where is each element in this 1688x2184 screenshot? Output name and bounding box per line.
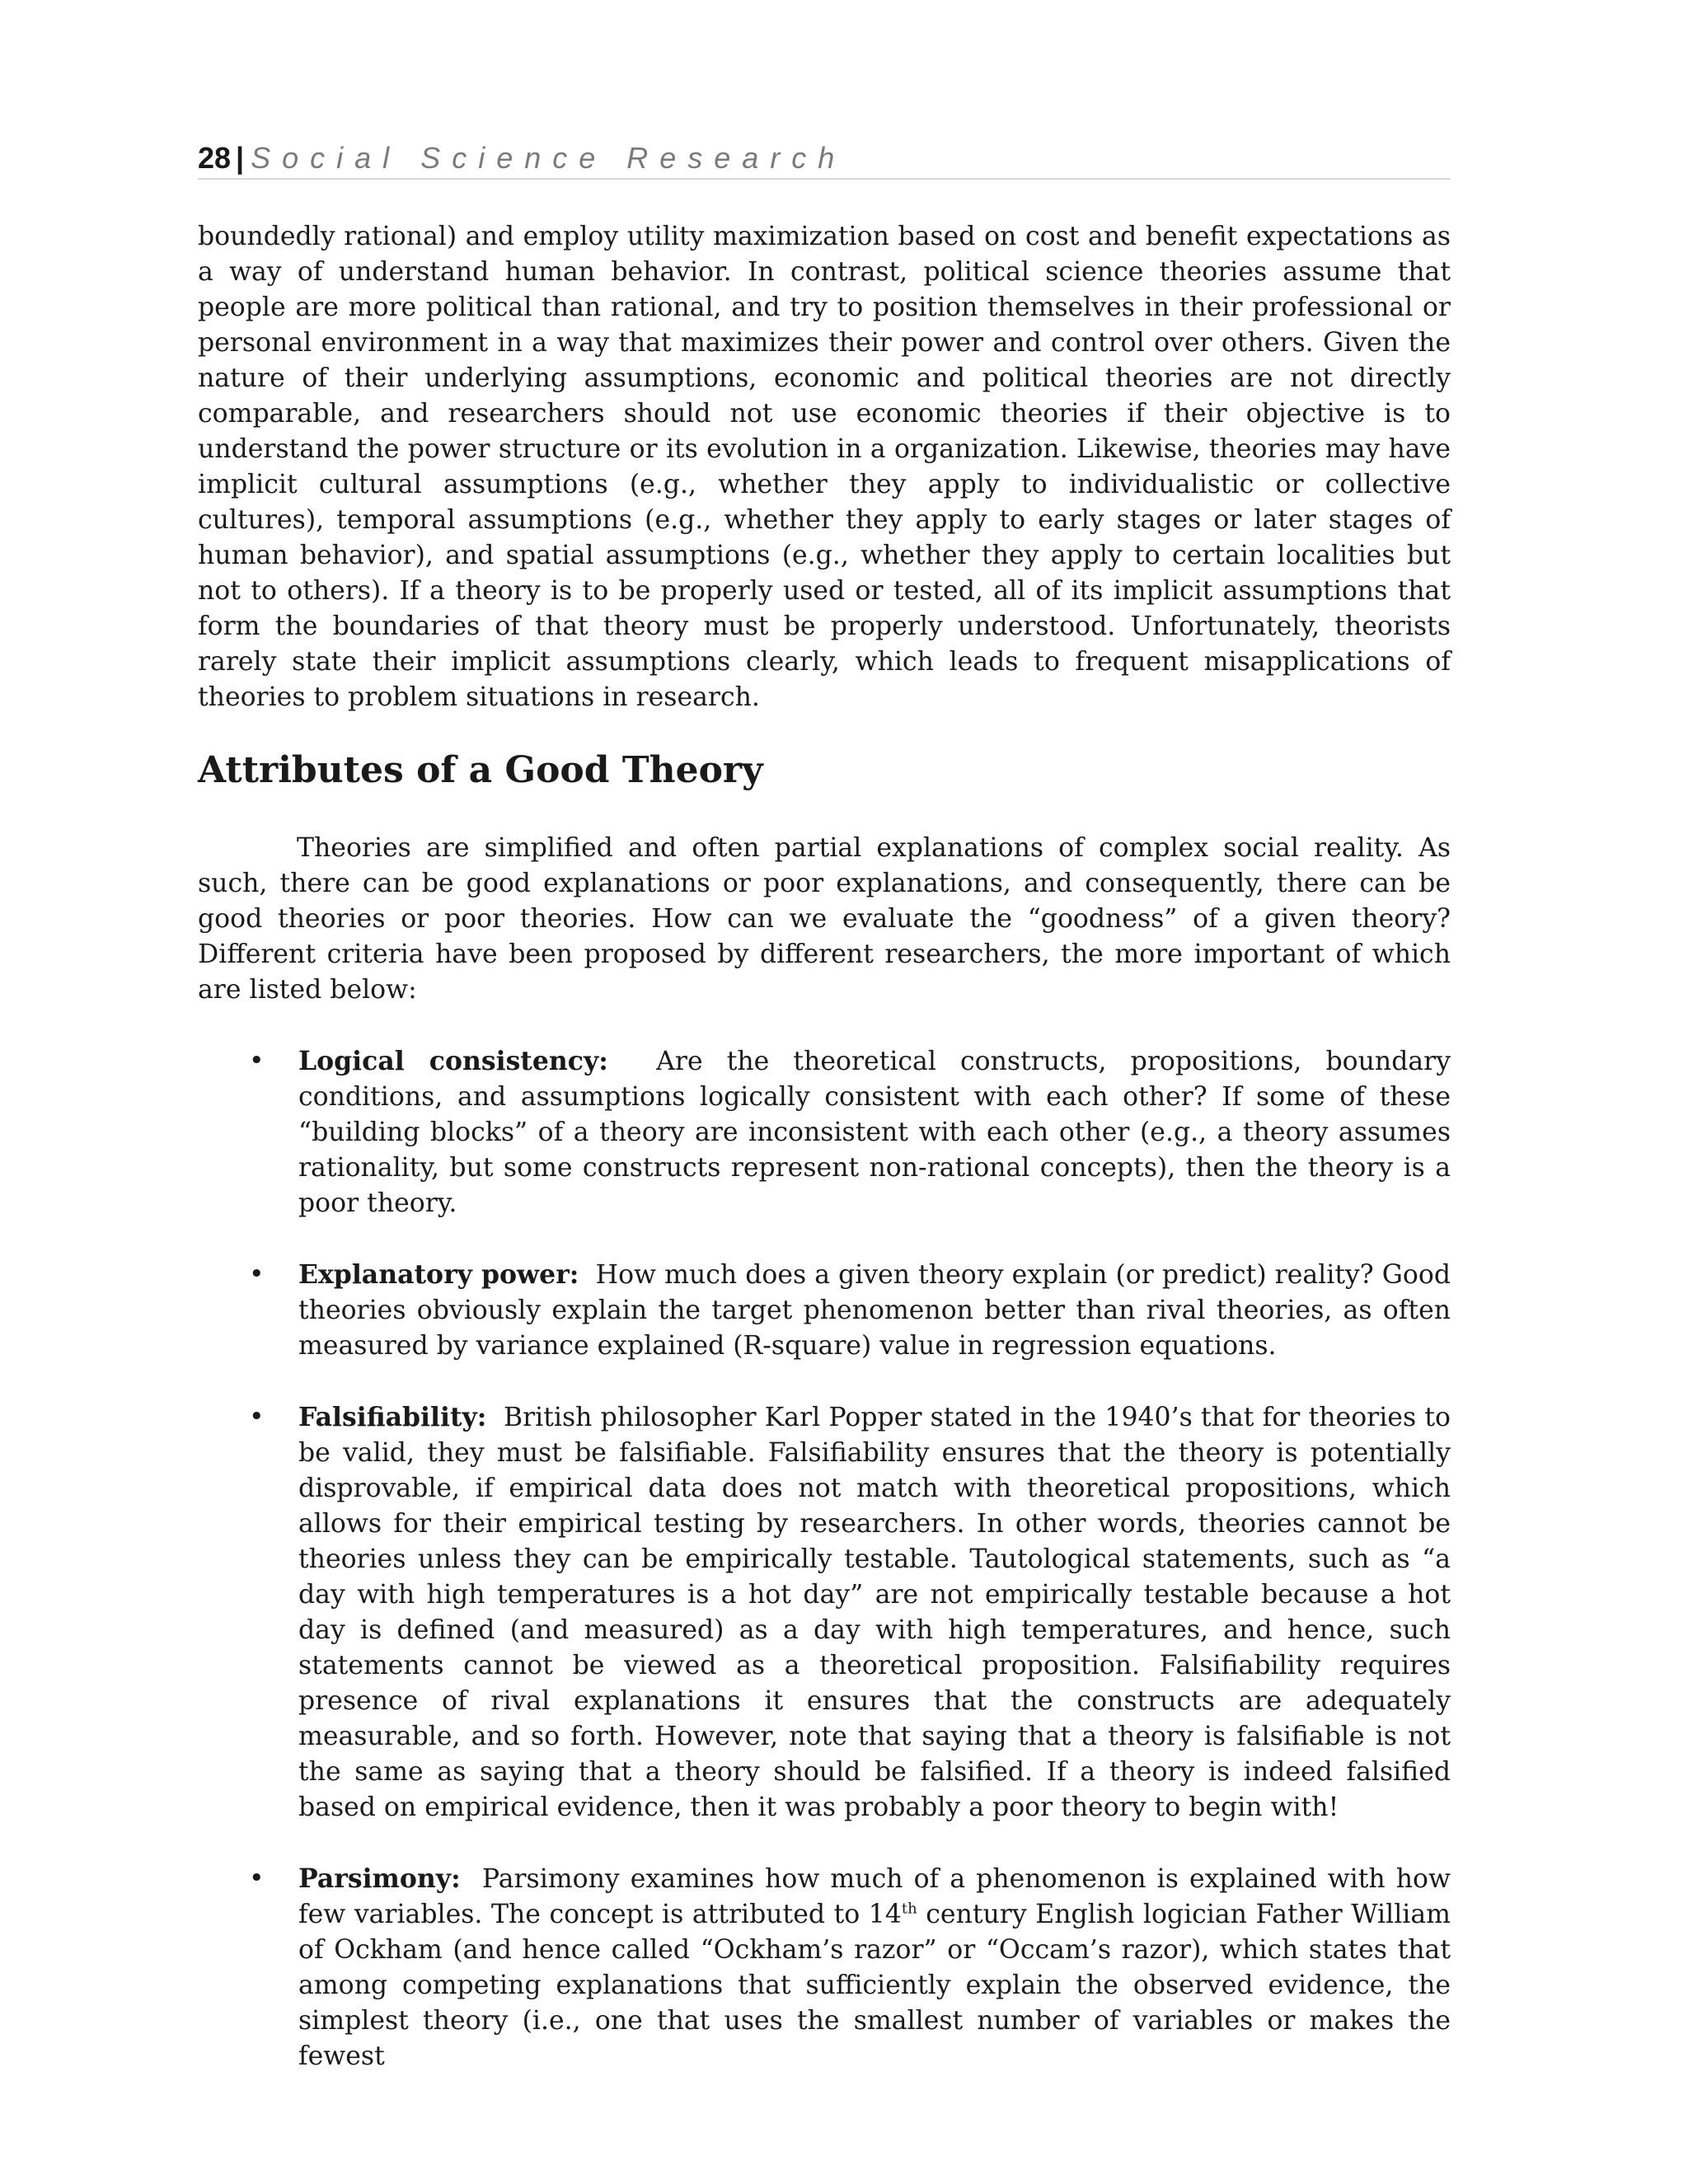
running-title: Social Science Research [251,141,846,175]
ordinal-superscript: th [901,1900,917,1918]
bullet-icon: • [249,1046,265,1076]
criterion-term: Logical consistency: [298,1046,608,1076]
header-separator: | [236,141,245,175]
criterion-text-before: Parsimony examines how much of a phenomenon is explained with how few variables. The concept is attributed to 14 [298,1864,1451,1929]
running-header [198,138,1451,180]
criteria-list [198,1043,1451,2110]
bullet-icon: • [249,1402,265,1432]
criterion-falsifiability [198,1399,1451,1825]
intro-paragraph: boundedly rational) and employ utility maximization based on cost and benefit expectations as a way of understand human behavior. In contrast, political science theories assume that people are more political than rational, and try to position themselves in their professional or personal environment in a way that maximizes their power and control over others. Given the nature of their underlying assumptions, economic and political theories are not directly comparable, and researchers should not use economic theories if their objective is to understand the power structure or its evolution in a organization. Likewise, theories may have implicit cultural assumptions (e.g., whether they apply to individualistic or collective cultures), temporal assumptions (e.g., whether they apply to early stages or later stages of human behavior), and spatial assumptions (e.g., whether they apply to certain localities but not to others). If a theory is to be properly used or tested, all of its implicit assumptions that form the boundaries of that theory must be properly understood. Unfortunately, theorists rarely state their implicit assumptions clearly, which leads to frequent misapplications of theories to problem situations in research. [198,222,1451,712]
criterion-text-after: century English logician Father William of Ockham (and hence called “Ockham’s razor” or “Occam’s razor), which states that among competing explanations that sufficiently explain the observed evidence, the simplest theory (i.e., one that uses the smallest number of variables or makes the fewest [298,1900,1451,2071]
bullet-icon: • [249,1863,265,1893]
criterion-text: How much does a given theory explain (or predict) reality? Good theories obviously explain the target phenomenon better than rival theories, as often measured by variance explained (R-square) value in regression equations. [298,1260,1451,1361]
criterion-text: Are the theoretical constructs, propositions, boundary conditions, and assumptions logically consistent with each other? If some of these “building blocks” of a theory are inconsistent with each other (e.g., a theory assumes rationality, but some constructs represent non-rational concepts), then the theory is a poor theory. [298,1047,1451,1218]
criteria-intro-paragraph: Theories are simplified and often partial explanations of complex social reality. As such, there can be good explanations or poor explanations, and consequently, there can be good theories or poor theories. How can we evaluate the “goodness” of a given theory? Different criteria have been proposed by different researchers, the more important of which are listed below: [198,833,1451,1005]
criterion-logical-consistency [198,1043,1451,1221]
bullet-icon: • [249,1259,265,1289]
criterion-explanatory-power [198,1257,1451,1364]
criterion-term: Falsifiability: [298,1402,487,1432]
page-number: 28 [198,141,232,175]
criterion-term: Explanatory power: [298,1259,579,1290]
criterion-parsimony [198,1861,1451,2074]
section-heading: Attributes of a Good Theory [198,749,763,791]
criterion-text: British philosopher Karl Popper stated in the 1940’s that for theories to be valid, they must be falsifiable. Falsifiability ensures that the theory is potentially disprovable, if empirical data does not match with theoretical propositions, which allows for their empirical testing by researchers. In other words, theories cannot be theories unless they can be empirically testable. Tautological statements, such as “a day with high temperatures is a hot day” are not empirically testable because a hot day is defined (and measured) as a day with high temperatures, and hence, such statements cannot be viewed as a theoretical proposition. Falsifiability requires presence of rival explanations it ensures that the constructs are adequately measurable, and so forth. However, note that saying that a theory is falsifiable is not the same as saying that a theory should be falsified. If a theory is indeed falsified based on empirical evidence, then it was probably a poor theory to begin with! [298,1403,1451,1822]
criterion-term: Parsimony: [298,1863,461,1894]
